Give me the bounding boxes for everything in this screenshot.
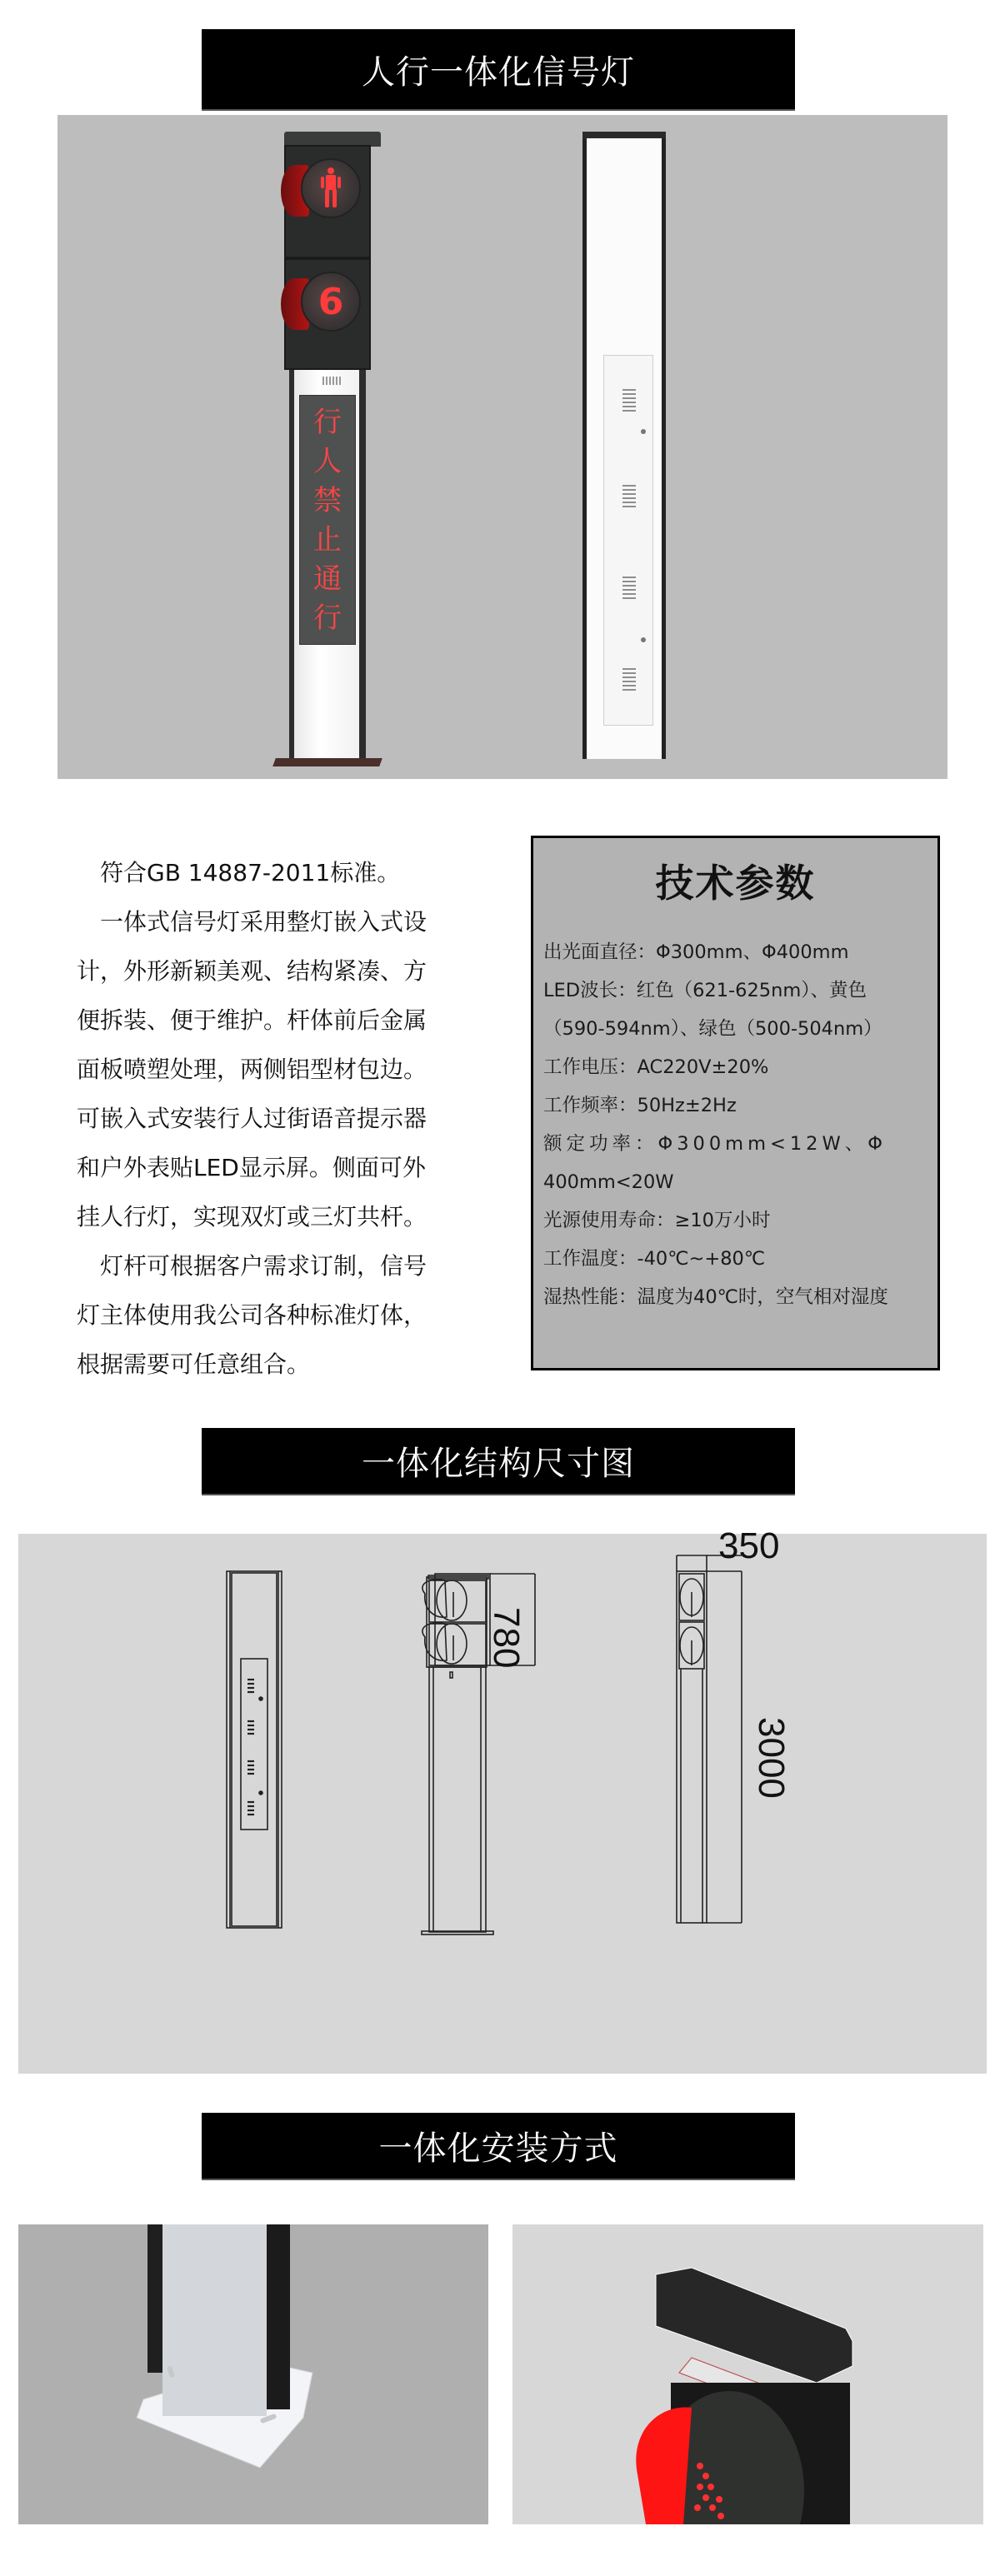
led-display-screen [299,395,356,645]
tech-param-line: 工作频率：50Hz±2Hz [543,1095,737,1116]
description-line: 可嵌入式安装行人过街语音提示器 [77,1105,428,1132]
tech-param-line: 工作电压：AC220V±20% [543,1056,769,1078]
tech-param-line: 额定功率：Φ300mm<12W、Φ [543,1133,887,1155]
description-line: 和户外表贴LED显示屏。侧面可外 [77,1154,426,1181]
pole-body [289,370,366,761]
countdown-digit-icon [301,272,361,332]
description-line: 符合GB 14887-2011标准。 [100,859,401,886]
front-view-pole [274,132,374,765]
tech-params-title: 技术参数 [655,861,816,906]
total-height-dimension-label: 3000 [751,1717,792,1799]
pole-base-mount-image [18,2224,488,2524]
signal-divider [286,257,369,260]
tech-param-line: LED波长：红色（621-625nm）、黄色 [543,980,868,1001]
tech-param-line: 出光面直径：Φ300mm、Φ400mm [543,941,849,963]
screw-icon [641,637,646,642]
tech-param-line: 光源使用寿命：≥10万小时 [543,1210,771,1231]
description-line: 一体式信号灯采用整灯嵌入式设 [100,908,428,936]
tech-param-line: 400mm<20W [543,1171,674,1193]
pole-body [582,138,666,759]
tech-param-line: 工作温度：-40℃~+80℃ [543,1248,766,1270]
led-char: 行 [313,405,342,439]
led-char: 禁 [313,483,342,517]
tech-param-line: 湿热性能：温度为40℃时，空气相对湿度 [543,1286,888,1308]
pole-top-cap [582,132,666,138]
vent-icon [622,577,636,600]
description-line: 灯杆可根据客户需求订制，信号 [100,1252,428,1280]
description-line: 挂人行灯，实现双灯或三灯共杆。 [77,1203,428,1231]
side-view-pole [582,132,666,765]
product-description [77,848,502,1389]
section-header-product [202,29,795,111]
description-line: 根据需要可任意组合。 [77,1350,311,1378]
section-title: 一体化结构尺寸图 [362,1445,635,1483]
led-char: 人 [313,444,342,478]
signal-cap-render-icon [512,2224,983,2524]
vent-icon [622,485,636,508]
led-char: 行 [313,601,342,635]
signal-head-top-cap-image [512,2224,983,2524]
dimension-drawing [18,1525,987,2074]
description-line: 便拆装、便于维护。杆体前后金属 [77,1006,428,1034]
tech-params-box [531,836,940,1370]
standing-pedestrian-icon [301,158,361,218]
pedestrian-signal-head [284,145,371,370]
countdown-digit: 6 [318,280,344,323]
screw-icon [641,429,646,434]
section-title: 人行一体化信号灯 [362,52,635,92]
description-line: 面板喷塑处理，两侧铝型材包边。 [77,1056,428,1083]
signal-height-dimension-label: 780 [486,1607,527,1669]
width-dimension-label: 350 [718,1525,780,1566]
pole-base-plate [272,758,382,766]
product-render-image [58,115,948,779]
section-header-dimensions [202,1428,795,1495]
description-line: 计，外形新颖美观、结构紧凑、方 [77,957,428,985]
led-char: 止 [313,522,342,557]
tech-param-line: （590-594nm）、绿色（500-504nm） [543,1018,882,1040]
base-mount-render-icon [18,2224,488,2524]
section-title: 一体化安装方式 [378,2129,618,2168]
description-line: 灯主体使用我公司各种标准灯体， [77,1301,428,1329]
vent-icon [622,668,636,691]
section-header-install [202,2113,795,2180]
pedestrian-figure-icon [318,167,343,210]
led-char: 通 [313,562,342,596]
vent-icon [622,389,636,412]
access-panel [603,355,653,726]
speaker-grille-icon [322,377,341,385]
